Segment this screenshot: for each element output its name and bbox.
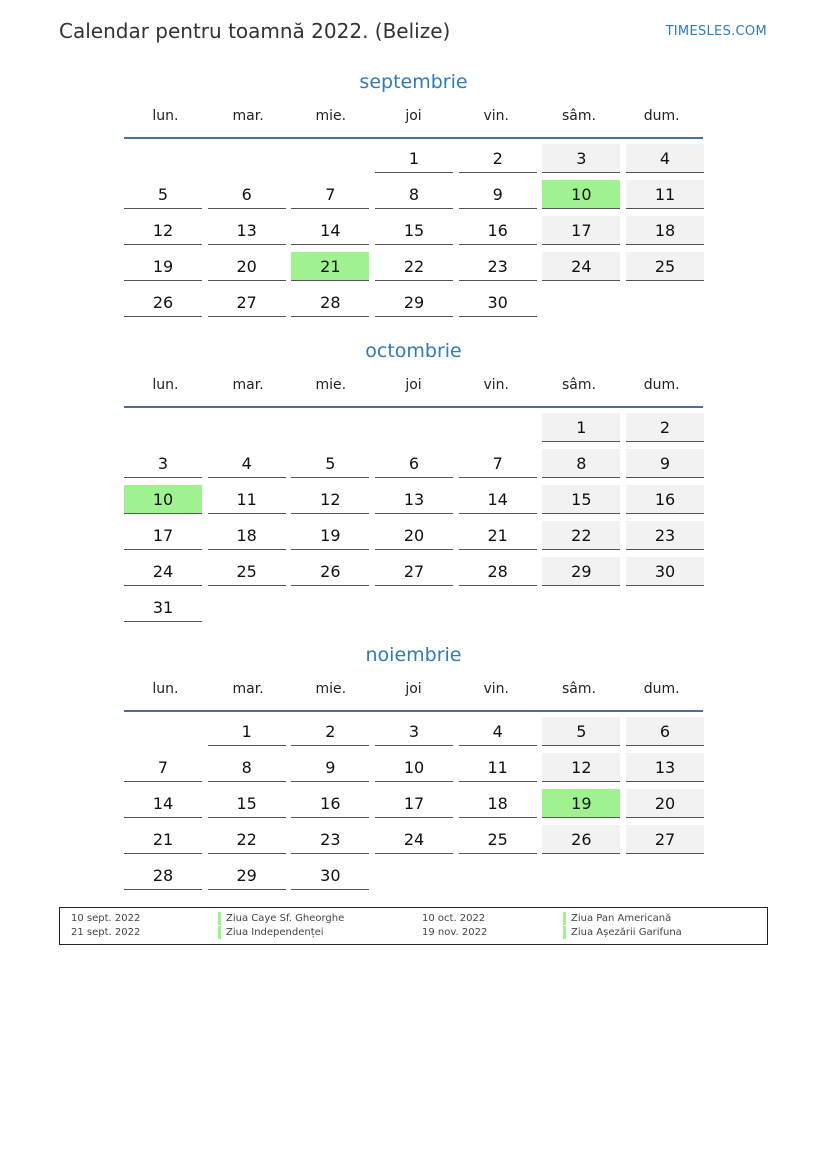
day-cell: 21	[459, 521, 537, 550]
weekday-label: dum.	[643, 376, 680, 393]
weekday-label: joi	[405, 680, 422, 697]
day-cell: 26	[542, 825, 620, 854]
day-cell: 25	[626, 252, 704, 281]
day-cell: 24	[375, 825, 453, 854]
day-cell: 16	[291, 789, 369, 818]
day-cell: 14	[459, 485, 537, 514]
weekday-label: lun.	[152, 680, 179, 697]
month-title: noiembrie	[365, 644, 462, 666]
day-cell-holiday: 21	[291, 252, 369, 281]
day-cell: 12	[542, 753, 620, 782]
header-divider	[124, 710, 703, 712]
day-cell: 28	[291, 288, 369, 317]
day-cell: 24	[542, 252, 620, 281]
weekday-label: lun.	[152, 107, 179, 124]
day-cell: 7	[291, 180, 369, 209]
day-cell: 1	[542, 413, 620, 442]
weekday-label: sâm.	[561, 376, 596, 393]
legend-date: 21 sept. 2022	[71, 927, 141, 938]
day-cell: 19	[291, 521, 369, 550]
day-cell: 30	[459, 288, 537, 317]
day-cell: 19	[124, 252, 202, 281]
day-cell: 5	[542, 717, 620, 746]
weekday-header	[124, 369, 703, 400]
day-cell: 14	[291, 216, 369, 245]
day-cell: 29	[208, 861, 286, 890]
month-title: octombrie	[365, 340, 462, 362]
day-grid	[124, 717, 703, 897]
day-cell: 11	[626, 180, 704, 209]
day-cell: 27	[208, 288, 286, 317]
day-cell: 25	[459, 825, 537, 854]
day-cell: 4	[459, 717, 537, 746]
day-cell: 20	[375, 521, 453, 550]
weekday-label: mar.	[232, 376, 264, 393]
day-cell: 18	[459, 789, 537, 818]
day-cell: 1	[375, 144, 453, 173]
day-cell: 15	[375, 216, 453, 245]
brand-link[interactable]: TIMESLES.COM	[665, 24, 767, 39]
day-cell: 13	[208, 216, 286, 245]
day-cell: 23	[291, 825, 369, 854]
day-cell: 3	[124, 449, 202, 478]
day-cell: 11	[208, 485, 286, 514]
day-cell: 8	[375, 180, 453, 209]
day-cell: 16	[459, 216, 537, 245]
day-cell: 20	[208, 252, 286, 281]
day-cell: 16	[626, 485, 704, 514]
day-cell: 17	[542, 216, 620, 245]
day-cell: 22	[375, 252, 453, 281]
legend-date: 10 oct. 2022	[422, 913, 486, 924]
day-cell: 22	[208, 825, 286, 854]
weekday-label: joi	[405, 107, 422, 124]
day-cell: 26	[124, 288, 202, 317]
weekday-label: dum.	[643, 107, 680, 124]
weekday-label: vin.	[483, 680, 509, 697]
day-cell: 25	[208, 557, 286, 586]
day-cell: 18	[626, 216, 704, 245]
day-cell: 7	[459, 449, 537, 478]
day-cell: 28	[124, 861, 202, 890]
holiday-legend	[59, 907, 768, 945]
day-cell: 10	[375, 753, 453, 782]
weekday-header	[124, 673, 703, 704]
day-cell: 30	[626, 557, 704, 586]
day-cell: 12	[124, 216, 202, 245]
legend-date: 10 sept. 2022	[71, 913, 141, 924]
weekday-header	[124, 100, 703, 131]
weekday-label: sâm.	[561, 107, 596, 124]
weekday-label: mie.	[315, 107, 347, 124]
day-cell: 8	[208, 753, 286, 782]
day-cell: 26	[291, 557, 369, 586]
day-cell: 24	[124, 557, 202, 586]
day-cell: 15	[208, 789, 286, 818]
day-cell: 2	[291, 717, 369, 746]
weekday-label: joi	[405, 376, 422, 393]
page-title: Calendar pentru toamnă 2022. (Belize)	[59, 19, 451, 43]
day-cell-holiday: 10	[542, 180, 620, 209]
day-cell: 4	[208, 449, 286, 478]
weekday-label: mie.	[315, 680, 347, 697]
day-cell: 28	[459, 557, 537, 586]
day-cell: 20	[626, 789, 704, 818]
day-cell: 9	[459, 180, 537, 209]
day-cell: 7	[124, 753, 202, 782]
legend-holiday-name: Ziua Independenței	[218, 926, 324, 939]
weekday-label: vin.	[483, 376, 509, 393]
day-cell: 27	[375, 557, 453, 586]
day-cell: 11	[459, 753, 537, 782]
day-cell: 21	[124, 825, 202, 854]
weekday-label: lun.	[152, 376, 179, 393]
day-cell: 18	[208, 521, 286, 550]
legend-date: 19 nov. 2022	[422, 927, 488, 938]
weekday-label: vin.	[483, 107, 509, 124]
day-cell: 30	[291, 861, 369, 890]
day-cell-holiday: 10	[124, 485, 202, 514]
legend-holiday-name: Ziua Așezării Garifuna	[563, 926, 682, 939]
header-divider	[124, 137, 703, 139]
day-cell: 9	[626, 449, 704, 478]
day-cell: 2	[626, 413, 704, 442]
weekday-label: mar.	[232, 680, 264, 697]
weekday-label: mie.	[315, 376, 347, 393]
day-cell: 17	[124, 521, 202, 550]
day-cell: 31	[124, 593, 202, 622]
day-cell: 14	[124, 789, 202, 818]
day-cell: 6	[375, 449, 453, 478]
day-cell: 6	[626, 717, 704, 746]
month-octombrie	[124, 339, 703, 629]
day-cell: 8	[542, 449, 620, 478]
weekday-label: dum.	[643, 680, 680, 697]
month-noiembrie	[124, 643, 703, 897]
day-cell: 1	[208, 717, 286, 746]
weekday-label: sâm.	[561, 680, 596, 697]
weekday-label: mar.	[232, 107, 264, 124]
day-cell-holiday: 19	[542, 789, 620, 818]
day-cell: 6	[208, 180, 286, 209]
header-divider	[124, 406, 703, 408]
day-cell: 22	[542, 521, 620, 550]
day-cell: 29	[375, 288, 453, 317]
day-cell: 12	[291, 485, 369, 514]
day-cell: 23	[626, 521, 704, 550]
day-grid	[124, 413, 703, 629]
month-septembrie	[124, 70, 703, 324]
day-cell: 15	[542, 485, 620, 514]
day-cell: 13	[626, 753, 704, 782]
day-cell: 2	[459, 144, 537, 173]
day-cell: 9	[291, 753, 369, 782]
day-cell: 5	[124, 180, 202, 209]
day-cell: 5	[291, 449, 369, 478]
day-cell: 23	[459, 252, 537, 281]
legend-holiday-name: Ziua Pan Americană	[563, 912, 671, 925]
day-cell: 17	[375, 789, 453, 818]
day-cell: 4	[626, 144, 704, 173]
day-cell: 3	[542, 144, 620, 173]
day-grid	[124, 144, 703, 324]
month-title: septembrie	[359, 71, 468, 93]
day-cell: 29	[542, 557, 620, 586]
day-cell: 13	[375, 485, 453, 514]
day-cell: 27	[626, 825, 704, 854]
legend-holiday-name: Ziua Caye Sf. Gheorghe	[218, 912, 344, 925]
day-cell: 3	[375, 717, 453, 746]
